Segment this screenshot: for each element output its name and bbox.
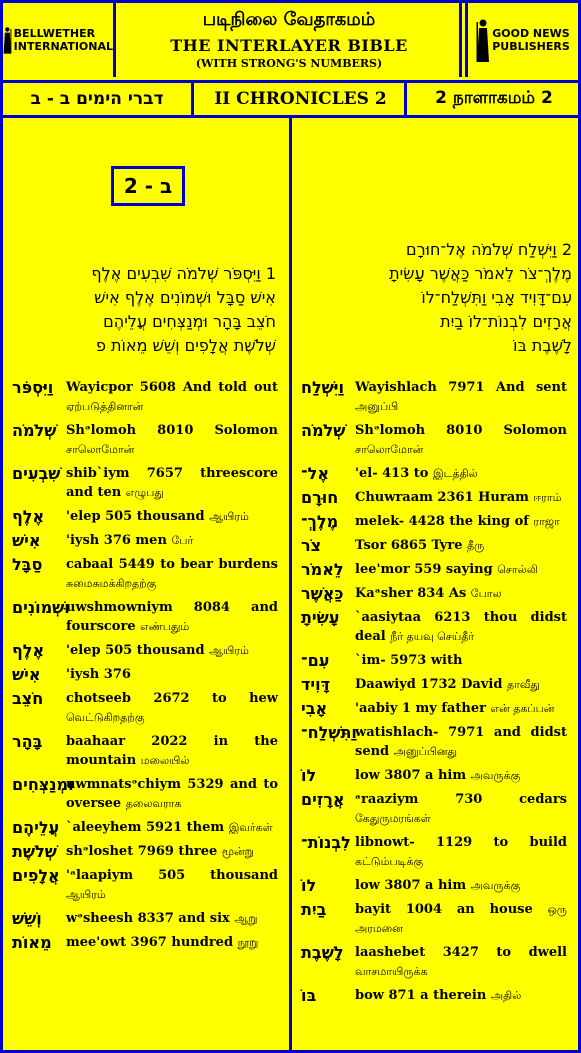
tamil-gloss: தீரு	[467, 539, 485, 552]
word-entry	[301, 512, 567, 531]
english-gloss: `aleeyhem 5921 them	[66, 820, 225, 835]
word-entry	[301, 699, 567, 718]
word-gloss	[301, 608, 567, 646]
word-entry	[301, 378, 567, 416]
english-gloss: 'iysh 376 men	[66, 533, 167, 548]
tamil-gloss: கட்டும்படிக்கு	[355, 855, 424, 868]
verse-line: 2 וַיִּשְׁלַח שְׁלֹמֹה אֶל־חוּרָם	[405, 240, 572, 259]
word-gloss	[12, 555, 278, 593]
english-gloss: low 3807 a him	[355, 878, 467, 893]
word-entry	[12, 641, 278, 660]
word-gloss	[301, 699, 567, 718]
english-gloss: Kaᵃsher 834 As	[355, 586, 467, 601]
tamil-gloss: நீர் தயவு செய்தீர்	[390, 630, 475, 643]
english-gloss: Wayishlach 7971 And sent	[355, 380, 567, 395]
english-gloss: lee'mor 559 saying	[355, 562, 493, 577]
hebrew-word: וַיִּשְׁלַח	[301, 378, 345, 397]
word-gloss	[301, 536, 567, 555]
word-entry	[301, 790, 567, 828]
tamil-gloss: சாலொமோன்	[355, 443, 424, 456]
english-gloss: libnowt- 1129 to build	[355, 835, 567, 850]
tamil-gloss: எழுபது	[125, 486, 164, 499]
word-entry	[12, 775, 278, 813]
word-gloss	[301, 766, 567, 785]
english-gloss: laashebet 3427 to dwell	[355, 945, 567, 960]
word-entry	[12, 866, 278, 904]
hebrew-word: אֶל־	[301, 464, 329, 483]
tamil-gloss: எண்பதும்	[140, 620, 190, 633]
hebrew-word: אֶלֶף	[12, 507, 45, 526]
english-gloss: 'aabiy 1 my father	[355, 701, 486, 716]
tamil-gloss: அனுப்பி	[355, 400, 399, 413]
hebrew-word: וּשְׁמוֹנִים	[12, 598, 70, 617]
hebrew-word: כַּאֲשֶׁר	[301, 584, 344, 603]
word-entry	[301, 464, 567, 483]
tamil-gloss: ஆயிரம்	[209, 644, 249, 657]
word-gloss	[301, 876, 567, 895]
word-entry	[12, 933, 278, 952]
hebrew-word: דָּוִיד	[301, 675, 331, 694]
hebrew-word: לָשֶׁבֶת	[301, 943, 344, 962]
verse-line: לָשֶׁבֶת בּוֹ	[513, 336, 572, 355]
tamil-gloss: மலையில்	[140, 754, 190, 767]
bellwether-logo	[3, 3, 116, 77]
word-entry	[12, 818, 278, 837]
english-gloss: wᵊsheesh 8337 and six	[66, 911, 230, 926]
english-book-title: II CHRONICLES 2	[197, 83, 407, 115]
english-gloss: 'elep 505 thousand	[66, 643, 205, 658]
word-entry	[301, 943, 567, 981]
verse-line: עִם־דָּוִיד אָבִי וַתִּשְׁלַח־לוֹ	[421, 288, 572, 307]
word-gloss	[12, 909, 278, 928]
right-logo-line1: GOOD NEWS	[492, 27, 570, 40]
english-gloss: 'el- 413 to	[355, 466, 429, 481]
english-gloss: melek- 4428 the king of	[355, 514, 529, 529]
tamil-gloss: தலைவராக	[125, 797, 182, 810]
tamil-gloss: போல	[470, 587, 502, 600]
english-gloss: 'ᵃlaapiym 505 thousand	[66, 868, 278, 883]
word-entry	[12, 598, 278, 636]
english-gloss: low 3807 a him	[355, 768, 467, 783]
tamil-gloss: ஏற்படுத்தினான்	[66, 400, 144, 413]
hebrew-word: אֲרָזִים	[301, 790, 345, 809]
tamil-gloss: ஆயிரம்	[66, 888, 106, 901]
english-gloss: uwmnatsᵊchiym 5329 and to oversee	[66, 777, 278, 811]
verse-line: אֲרָזִים לִבְנוֹת־לוֹ בַיִת	[440, 312, 572, 331]
shepherd-figure-icon	[476, 18, 490, 62]
hebrew-word: בּוֹ	[301, 986, 317, 1005]
hebrew-word: שְׁלֹמֹה	[12, 421, 57, 440]
english-gloss: 'elep 505 thousand	[66, 509, 205, 524]
english-gloss: Tsor 6865 Tyre	[355, 538, 463, 553]
hebrew-word: וְשֵׁשׁ	[12, 909, 42, 928]
title-tamil: படிநிலை வேதாகமம்	[202, 9, 376, 30]
hebrew-word: עִם־	[301, 651, 330, 670]
tamil-gloss: ராஜா	[533, 515, 560, 528]
title-main: THE INTERLAYER BIBLE	[170, 36, 408, 55]
word-gloss	[301, 464, 567, 483]
tamil-gloss: சொல்லி	[497, 563, 538, 576]
hebrew-word: לִבְנוֹת־	[301, 833, 351, 852]
tamil-gloss: மூன்று	[221, 845, 254, 858]
tamil-gloss: சுமைசுமக்கிறதற்கு	[66, 577, 157, 590]
tamil-gloss: நூறு	[237, 936, 259, 949]
word-entry	[301, 536, 567, 555]
word-entry	[12, 689, 278, 727]
word-entry	[12, 555, 278, 593]
verse-line: אִישׁ סַבָּל וּשְׁמוֹנִים אֶלֶף אִישׁ	[94, 288, 276, 307]
verse-right-hebrew	[292, 238, 572, 358]
english-gloss: bayit 1004 an house	[355, 902, 533, 917]
left-word-list	[12, 378, 278, 957]
verse-line: חֹצֵב בָּהָר וּמְנַצְּחִים עֲלֵיהֶם	[103, 312, 276, 331]
word-entry	[12, 665, 278, 684]
tamil-gloss: கேதுருமரங்கள்	[355, 812, 431, 825]
word-entry	[301, 876, 567, 895]
word-gloss	[301, 900, 567, 938]
word-gloss	[301, 675, 567, 694]
word-entry	[301, 560, 567, 579]
tamil-gloss: ஒரு அரமனை	[355, 903, 567, 935]
english-gloss: `im- 5973 with	[355, 653, 463, 668]
english-gloss: Shᵊlomoh 8010 Solomon	[355, 423, 567, 438]
word-entry	[301, 651, 567, 670]
tamil-gloss: ஆறு	[234, 912, 258, 925]
english-gloss: Shᵊlomoh 8010 Solomon	[66, 423, 278, 438]
left-logo-line2: INTERNATIONAL	[13, 40, 113, 53]
good-news-logo	[465, 3, 578, 77]
right-word-list	[301, 378, 567, 1010]
chapter-label: 2 - ב	[111, 166, 185, 206]
hebrew-word: שְׁלֹמֹה	[301, 421, 346, 440]
hebrew-word: אִישׁ	[12, 665, 41, 684]
word-gloss	[301, 651, 567, 670]
tamil-gloss: பேர்	[171, 534, 194, 547]
english-gloss: mee'owt 3967 hundred	[66, 935, 234, 950]
hebrew-word: וּמְנַצְּחִים	[12, 775, 74, 794]
word-entry	[12, 464, 278, 502]
word-entry	[301, 833, 567, 871]
word-gloss	[301, 488, 567, 507]
header	[0, 0, 581, 80]
hebrew-word: אֶלֶף	[12, 641, 45, 660]
english-gloss: cabaal 5449 to bear burdens	[66, 557, 278, 572]
word-gloss	[301, 986, 567, 1005]
hebrew-word: מֶלֶךְ־	[301, 512, 339, 531]
word-entry	[12, 842, 278, 861]
left-logo-line1: BELLWETHER	[13, 27, 96, 40]
tamil-gloss: ஆயிரம்	[209, 510, 249, 523]
word-gloss	[12, 507, 278, 526]
hebrew-word: צֹר	[301, 536, 322, 555]
english-gloss: ᵃraaziym 730 cedars	[355, 792, 567, 807]
english-gloss: `aasiytaa 6213 thou didst deal	[355, 610, 567, 644]
tamil-gloss: ஈராம்	[533, 491, 562, 504]
english-gloss: uwshmowniym 8084 and fourscore	[66, 600, 278, 634]
word-entry	[12, 732, 278, 770]
word-entry	[301, 766, 567, 785]
word-gloss	[12, 933, 278, 952]
tamil-gloss: அவருக்கு	[470, 879, 521, 892]
word-entry	[12, 421, 278, 459]
hebrew-word: לוֹ	[301, 766, 317, 785]
verse-line: שְׁלֹשֶׁת אֲלָפִים וְשֵׁשׁ מֵאוֹת פ	[95, 336, 276, 355]
title-sub: (WITH STRONG'S NUMBERS)	[195, 57, 383, 70]
word-entry	[301, 675, 567, 694]
hebrew-word: חוּרָם	[301, 488, 339, 507]
hebrew-word: בַיִת	[301, 900, 327, 919]
tamil-book-title: 2 நாளாகமம் 2	[435, 88, 553, 108]
verse-left-hebrew	[6, 262, 276, 358]
hebrew-word: וַתִּשְׁלַח־	[301, 723, 357, 742]
hebrew-word: לֵאמֹר	[301, 560, 344, 579]
hebrew-word: בָּהָר	[12, 732, 43, 751]
word-gloss	[12, 531, 278, 550]
hebrew-book-title: דברי הימים ב - ב	[3, 83, 194, 115]
verse-line: מֶלֶךְ־צֹר לֵאמֹר כַּאֲשֶׁר עָשִׂיתָ	[389, 264, 572, 283]
tamil-gloss: வாசமாயிருக்க	[355, 965, 428, 978]
english-gloss: Chuwraam 2361 Huram	[355, 490, 529, 505]
tamil-gloss: இடத்தில்	[432, 467, 478, 480]
tamil-gloss: அவருக்கு	[470, 769, 521, 782]
english-gloss: shᵊloshet 7969 three	[66, 844, 218, 859]
hebrew-word: שְׁלֹשֶׁת	[12, 842, 57, 861]
hebrew-word: חֹצֵב	[12, 689, 44, 708]
word-entry	[12, 378, 278, 416]
word-gloss	[12, 641, 278, 660]
hebrew-word: לוֹ	[301, 876, 317, 895]
word-entry	[301, 608, 567, 646]
shepherd-figure-icon	[3, 18, 12, 62]
tamil-gloss: இவர்கள்	[228, 821, 273, 834]
word-entry	[12, 531, 278, 550]
hebrew-word: אִישׁ	[12, 531, 41, 550]
word-entry	[301, 421, 567, 459]
word-entry	[301, 584, 567, 603]
word-entry	[301, 723, 567, 761]
tamil-gloss: அதில்	[490, 989, 522, 1002]
title-block	[119, 3, 462, 77]
word-gloss	[301, 512, 567, 531]
word-gloss	[12, 732, 278, 770]
english-gloss: bow 871 a therein	[355, 988, 487, 1003]
tamil-gloss: சாலொமோன்	[66, 443, 135, 456]
english-gloss: Daawiyd 1732 David	[355, 677, 503, 692]
hebrew-word: מֵאוֹת	[12, 933, 52, 952]
hebrew-word: אֲלָפִים	[12, 866, 60, 885]
word-gloss	[12, 689, 278, 727]
word-entry	[12, 507, 278, 526]
word-gloss	[12, 665, 278, 684]
hebrew-word: וַיִּסְפֹּר	[12, 378, 54, 397]
hebrew-word: סַבָּל	[12, 555, 43, 574]
english-gloss: shib`iym 7657 threescore and ten	[66, 466, 278, 500]
hebrew-word: עָשִׂיתָ	[301, 608, 340, 627]
english-gloss: 'iysh 376	[66, 667, 131, 682]
tamil-gloss: வெட்டுகிறதற்கு	[66, 711, 145, 724]
right-logo-line2: PUBLISHERS	[492, 40, 570, 53]
hebrew-word: עֲלֵיהֶם	[12, 818, 60, 837]
english-gloss: chotseeb 2672 to hew	[66, 691, 278, 706]
english-gloss: baahaar 2022 in the mountain	[66, 734, 278, 768]
hebrew-word: אָבִי	[301, 699, 328, 718]
verse-line: 1 וַיִּסְפֹּר שְׁלֹמֹה שִׁבְעִים אֶלֶף	[91, 264, 276, 283]
tamil-gloss: அனுப்பினது	[393, 745, 458, 758]
hebrew-word: שִׁבְעִים	[12, 464, 61, 483]
word-entry	[301, 488, 567, 507]
tamil-gloss: தாவீது	[506, 678, 540, 691]
word-entry	[301, 900, 567, 938]
word-entry	[12, 909, 278, 928]
tamil-gloss: என் தகப்பன்	[490, 702, 555, 715]
english-gloss: watishlach- 7971 and didst send	[355, 725, 567, 759]
english-gloss: Wayicpor 5608 And told out	[66, 380, 278, 395]
word-entry	[301, 986, 567, 1005]
